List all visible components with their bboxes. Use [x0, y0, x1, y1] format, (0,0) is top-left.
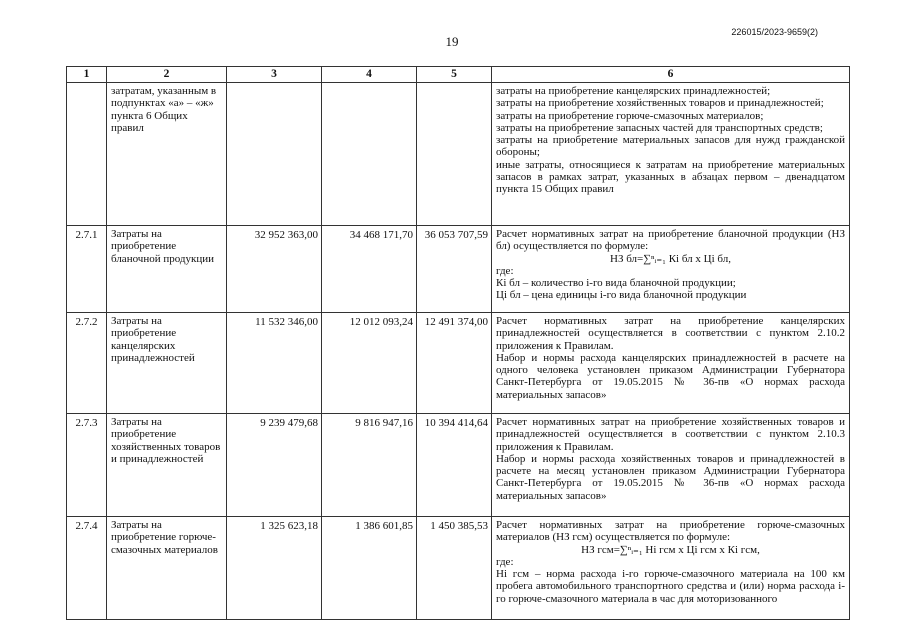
page-number: 19	[445, 34, 459, 49]
table-row	[67, 226, 850, 313]
row-number: 2.7.4	[67, 517, 107, 620]
row-number: 2.7.1	[67, 226, 107, 313]
value-col-4: 9 816 947,16	[322, 414, 417, 517]
desc-line: Набор и нормы расхода канцелярских принадлежностей в расчете на одного человека установлен приказом Администрации Губернатора Санкт-Петербурга от 19.05.2015 № 36-пв «О нормах расхода материальных запасов»	[496, 351, 845, 401]
row-name: Затраты на приобретение канцелярских принадлежностей	[107, 313, 227, 414]
header-row	[67, 67, 850, 83]
row-name: Затраты на приобретение бланочной продукции	[107, 226, 227, 313]
row-description	[492, 83, 850, 226]
desc-line: Набор и нормы расхода хозяйственных товаров и принадлежностей в расчете на месяц установлен приказом Администрации Губернатора Санкт-Петербурга от 19.05.2015 № 36-пв «О нормах расхода материальных запасов»	[496, 452, 845, 502]
value-col-3: 11 532 346,00	[227, 313, 322, 414]
row-name: затратам, указанным в подпунктах «а» – «ж» пункта 6 Общих правил	[107, 83, 227, 226]
desc-line: Нi гсм – норма расхода i-го горюче-смазочного материала на 100 км пробега автомобильного транспортного средства и (или) норма расхода i-го горюче-смазочного материала в час для моторизованного	[496, 568, 845, 605]
value-col-3: 32 952 363,00	[227, 226, 322, 313]
desc-intro: Расчет нормативных затрат на приобретение бланочной продукции (НЗ бл) осуществляется по формуле:	[496, 228, 845, 253]
value-col-3: 1 325 623,18	[227, 517, 322, 620]
value-col-5: 36 053 707,59	[417, 226, 492, 313]
row-description	[492, 313, 850, 414]
formula: НЗ бл=∑ⁿᵢ₌₁ Кi бл х Цi бл,	[610, 252, 731, 265]
desc-line: Кi бл – количество i-го вида бланочной продукции;	[496, 277, 736, 290]
cell-col-4	[322, 83, 417, 226]
desc-where: где:	[496, 264, 514, 277]
header-col-6: 6	[492, 67, 850, 83]
row-number	[67, 83, 107, 226]
header-col-5: 5	[417, 67, 492, 83]
row-description	[492, 517, 850, 620]
desc-line: затраты на приобретение материальных запасов для нужд гражданской обороны;	[496, 134, 845, 159]
table-row	[67, 517, 850, 620]
row-number: 2.7.3	[67, 414, 107, 517]
desc-where: где:	[496, 555, 514, 568]
row-name: Затраты на приобретение горюче-смазочных материалов	[107, 517, 227, 620]
table-row	[67, 83, 850, 226]
header-col-1: 1	[67, 67, 107, 83]
value-col-4: 1 386 601,85	[322, 517, 417, 620]
cell-col-3	[227, 83, 322, 226]
header-col-2: 2	[107, 67, 227, 83]
value-col-3: 9 239 479,68	[227, 414, 322, 517]
desc-intro: Расчет нормативных затрат на приобретение горюче-смазочных материалов (НЗ гсм) осуществляется по формуле:	[496, 519, 845, 544]
desc-line: затраты на приобретение канцелярских принадлежностей;	[496, 85, 771, 97]
desc-line: затраты на приобретение запасных частей для транспортных средств;	[496, 121, 823, 134]
row-name: Затраты на приобретение хозяйственных товаров и принадлежностей	[107, 414, 227, 517]
row-number: 2.7.2	[67, 313, 107, 414]
row-description	[492, 414, 850, 517]
cell-col-5	[417, 83, 492, 226]
desc-intro: Расчет нормативных затрат на приобретение хозяйственных товаров и принадлежностей осуществляется в соответствии с пунктом 2.10.3 приложения к Правилам.	[496, 416, 845, 453]
value-col-5: 10 394 414,64	[417, 414, 492, 517]
desc-line: Цi бл – цена единицы i-го вида бланочной продукции	[496, 289, 747, 302]
header-col-3: 3	[227, 67, 322, 83]
value-col-4: 12 012 093,24	[322, 313, 417, 414]
desc-line: затраты на приобретение хозяйственных товаров и принадлежностей;	[496, 97, 824, 110]
table-row	[67, 313, 850, 414]
desc-line: затраты на приобретение горюче-смазочных материалов;	[496, 109, 764, 122]
value-col-5: 12 491 374,00	[417, 313, 492, 414]
desc-intro: Расчет нормативных затрат на приобретение канцелярских принадлежностей осуществляется в соответствии с пунктом 2.10.2 приложения к Правилам.	[496, 315, 845, 352]
header-col-4: 4	[322, 67, 417, 83]
row-description	[492, 226, 850, 313]
formula: НЗ гсм=∑ⁿᵢ₌₁ Нi гсм х Цi гсм х Кi гсм,	[581, 543, 760, 556]
value-col-4: 34 468 171,70	[322, 226, 417, 313]
expense-table	[66, 66, 850, 620]
document-code: 226015/2023-9659(2)	[731, 27, 818, 37]
table-row	[67, 414, 850, 517]
desc-line: иные затраты, относящиеся к затратам на приобретение материальных запасов в рамках затрат, указанных в абзацах первом – двенадцатом пункта 15 Общих правил	[496, 158, 845, 196]
value-col-5: 1 450 385,53	[417, 517, 492, 620]
